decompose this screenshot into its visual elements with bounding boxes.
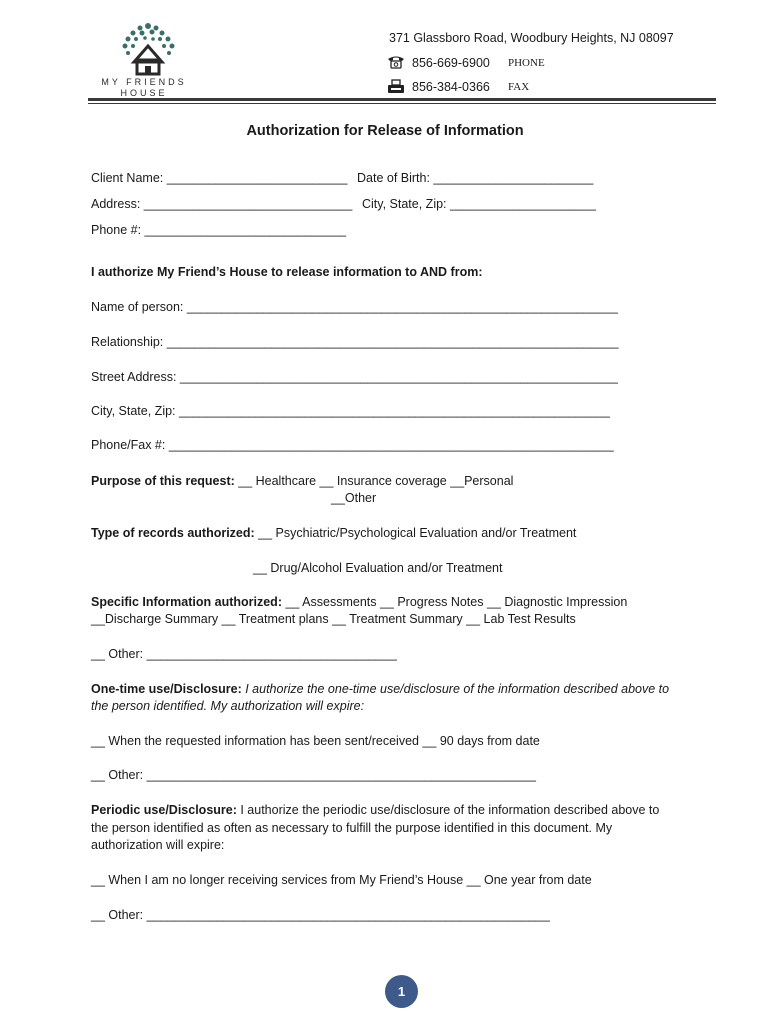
page-title: Authorization for Release of Information xyxy=(246,123,524,139)
relationship-field[interactable]: Relationship: _________________________________________________________________ xyxy=(91,335,619,349)
fax-icon xyxy=(387,79,405,95)
telephone-icon xyxy=(387,55,405,69)
specific-options[interactable]: __ Assessments __ Progress Notes __ Diagnostic Impression xyxy=(282,595,628,609)
specific-options[interactable]: __Discharge Summary __ Treatment plans __ Treatment Summary __ Lab Test Results xyxy=(91,612,576,626)
organization-address: 371 Glassboro Road, Woodbury Heights, NJ 08097 xyxy=(389,31,674,45)
periodic-expiry-options[interactable]: __ When I am no longer receiving services from My Friend’s House __ One year from date xyxy=(91,873,592,887)
specific-other-field[interactable]: __ Other: ____________________________________ xyxy=(91,647,397,661)
phone-label: PHONE xyxy=(508,57,545,69)
purpose-other-option[interactable]: __Other xyxy=(331,491,377,505)
person-city-state-zip-field[interactable]: City, State, Zip: ______________________________________________________________ xyxy=(91,404,611,418)
date-of-birth-field[interactable]: Date of Birth: _______________________ xyxy=(357,171,594,185)
logo-text: MY FRIENDS xyxy=(101,77,187,87)
onetime-label: One-time use/Disclosure: xyxy=(91,682,242,696)
phone-fax-field[interactable]: Phone/Fax #: ________________________________________________________________ xyxy=(91,438,614,452)
purpose-options[interactable]: __ Healthcare __ Insurance coverage __Personal xyxy=(234,474,514,488)
onetime-section xyxy=(91,681,669,697)
periodic-section xyxy=(91,802,659,818)
phone-number: 856-669-6900 xyxy=(412,56,490,70)
page-number-badge: 1 xyxy=(385,975,418,1008)
street-address-field[interactable]: Street Address: _______________________________________________________________ xyxy=(91,370,618,384)
client-name-field[interactable]: Client Name: __________________________ xyxy=(91,171,348,185)
records-option-psych[interactable]: __ Psychiatric/Psychological Evaluation and/or Treatment xyxy=(254,526,577,540)
records-label: Type of records authorized: xyxy=(91,526,255,540)
fax-number: 856-384-0366 xyxy=(412,80,490,94)
specific-label: Specific Information authorized: xyxy=(91,595,282,609)
purpose-section xyxy=(91,473,513,489)
client-address-field[interactable]: Address: ______________________________ xyxy=(91,197,353,211)
client-city-state-zip-field[interactable]: City, State, Zip: _____________________ xyxy=(362,197,596,211)
specific-section xyxy=(91,594,627,610)
periodic-text: I authorize the periodic use/disclosure of the information described above to xyxy=(236,803,660,817)
onetime-expiry-options[interactable]: __ When the requested information has been sent/received __ 90 days from date xyxy=(91,734,540,748)
periodic-label: Periodic use/Disclosure: xyxy=(91,803,237,817)
logo-text: HOUSE xyxy=(120,88,168,98)
periodic-text: authorization will expire: xyxy=(91,838,225,852)
person-name-field[interactable]: Name of person: ______________________________________________________________ xyxy=(91,300,618,314)
periodic-text: the person identified as often as necessary to fulfill the purpose identified in this document. My xyxy=(91,821,613,835)
fax-label: FAX xyxy=(508,81,530,93)
header-divider xyxy=(88,103,716,104)
authorization-heading: I authorize My Friend’s House to release information to AND from: xyxy=(91,265,483,279)
onetime-other-field[interactable]: __ Other: ________________________________________________________ xyxy=(91,768,536,782)
onetime-text: the person identified. My authorization will expire: xyxy=(91,699,365,713)
periodic-other-field[interactable]: __ Other: __________________________________________________________ xyxy=(91,908,550,922)
records-section xyxy=(91,525,576,541)
records-option-drug[interactable]: __ Drug/Alcohol Evaluation and/or Treatment xyxy=(253,561,503,575)
onetime-text: I authorize the one-time use/disclosure of the information described above to xyxy=(241,682,670,696)
client-phone-field[interactable]: Phone #: _____________________________ xyxy=(91,223,347,237)
purpose-label: Purpose of this request: xyxy=(91,474,235,488)
header-divider xyxy=(88,98,716,101)
